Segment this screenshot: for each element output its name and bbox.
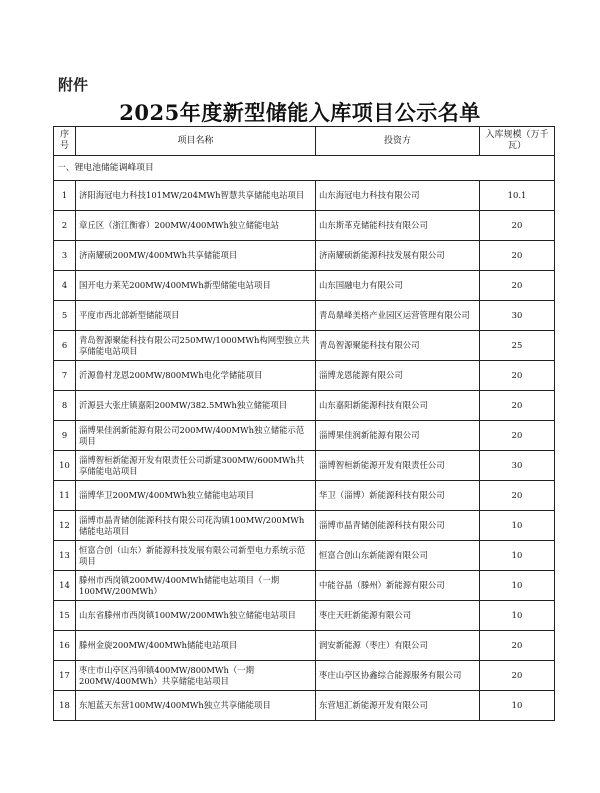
table-row [54,301,555,331]
capacity-value: 20 [480,391,555,421]
category-label: 一、锂电池储能调峰项目 [54,156,555,181]
row-number: 8 [54,391,76,421]
row-number: 11 [54,481,76,511]
investor-name: 山东海冠电力科技有限公司 [316,181,480,211]
row-number: 12 [54,511,76,541]
project-name: 山东省滕州市西岗镇100MW/200MWh独立储能电站项目 [76,601,316,631]
investor-name: 山东国融电力有限公司 [316,271,480,301]
capacity-value: 25 [480,331,555,361]
investor-name: 淄博市晶青储创能源科技有限公司 [316,511,480,541]
table-header-row [54,127,555,156]
investor-name: 青岛智源聚能科技有限公司 [316,331,480,361]
table-row [54,541,555,571]
table-row [54,331,555,361]
investor-name: 青岛鼎峰美格产业园区运营管理有限公司 [316,301,480,331]
table-row [54,631,555,661]
project-name: 淄博果佳润新能源有限公司200MW/400MWh独立储能示范项目 [76,421,316,451]
project-name: 平度市西北部新型储能项目 [76,301,316,331]
investor-name: 淄博智桓新能源开发有限责任公司 [316,451,480,481]
investor-name: 润安新能源（枣庄）有限公司 [316,631,480,661]
investor-name: 济南耀硕新能源科技发展有限公司 [316,241,480,271]
project-name: 枣庄市山亭区冯卯镇400MW/800MWh（一期200MW/400MWh）共享储能电站项目 [76,661,316,691]
table-row [54,361,555,391]
row-number: 2 [54,211,76,241]
investor-name: 淄博果佳润新能源有限公司 [316,421,480,451]
capacity-value: 20 [480,361,555,391]
project-name: 章丘区（浙江衡睿）200MW/400MWh独立储能电站 [76,211,316,241]
capacity-value: 20 [480,631,555,661]
capacity-value: 10 [480,511,555,541]
row-number: 10 [54,451,76,481]
investor-name: 恒富合创山东新能源有限公司 [316,541,480,571]
attachment-label: 附件 [58,76,89,94]
capacity-value: 30 [480,301,555,331]
investor-name: 中能谷晶（滕州）新能源有限公司 [316,571,480,601]
investor-name: 枣庄山亭区协鑫综合能源服务有限公司 [316,661,480,691]
table-row [54,661,555,691]
table-row [54,571,555,601]
row-number: 3 [54,241,76,271]
row-number: 15 [54,601,76,631]
investor-name: 东营旭汇新能源开发有限公司 [316,691,480,721]
row-number: 13 [54,541,76,571]
header-size: 入库规模（万千瓦） [480,127,555,156]
row-number: 14 [54,571,76,601]
capacity-value: 30 [480,451,555,481]
table-row [54,451,555,481]
investor-name: 枣庄天旺新能源有限公司 [316,601,480,631]
investor-name: 淄博龙恩能源有限公司 [316,361,480,391]
project-name: 沂源鲁村龙恩200MW/800MWh电化学储能项目 [76,361,316,391]
project-table [53,126,555,721]
header-investor: 投资方 [316,127,480,156]
project-name: 东旭蓝天东营100MW/400MWh独立共享储能项目 [76,691,316,721]
row-number: 7 [54,361,76,391]
row-number: 5 [54,301,76,331]
row-number: 1 [54,181,76,211]
table-row [54,391,555,421]
project-name: 恒富合创（山东）新能源科技发展有限公司新型电力系统示范项目 [76,541,316,571]
header-name: 项目名称 [76,127,316,156]
table-row [54,211,555,241]
row-number: 9 [54,421,76,451]
table-row [54,421,555,451]
row-number: 4 [54,271,76,301]
table-row [54,691,555,721]
investor-name: 山东斯革克储能科技有限公司 [316,211,480,241]
table-row [54,271,555,301]
row-number: 6 [54,331,76,361]
capacity-value: 20 [480,481,555,511]
project-name: 沂源县大张庄镇嘉阳200MW/382.5MWh独立储能项目 [76,391,316,421]
row-number: 17 [54,661,76,691]
table-row [54,241,555,271]
project-name: 淄博华卫200MW/400MWh独立储能电站项目 [76,481,316,511]
capacity-value: 20 [480,211,555,241]
project-name: 济南耀硕200MW/400MWh共享储能项目 [76,241,316,271]
capacity-value: 10.1 [480,181,555,211]
investor-name: 山东嘉阳新能源科技有限公司 [316,391,480,421]
capacity-value: 10 [480,541,555,571]
project-name: 青岛智源聚能科技有限公司250MW/1000MWh构网型独立共享储能电站项目 [76,331,316,361]
capacity-value: 20 [480,661,555,691]
capacity-value: 10 [480,571,555,601]
row-number: 18 [54,691,76,721]
project-name: 国开电力莱芜200MW/400MWh新型储能电站项目 [76,271,316,301]
category-row [54,156,555,181]
project-name: 滕州金旋200MW/400MWh储能电站项目 [76,631,316,661]
capacity-value: 20 [480,241,555,271]
investor-name: 华卫（淄博）新能源科技有限公司 [316,481,480,511]
capacity-value: 10 [480,691,555,721]
capacity-value: 20 [480,421,555,451]
project-name: 济阳海冠电力科技101MW/204MWh智慧共享储能电站项目 [76,181,316,211]
project-name: 淄博市晶青储创能源科技有限公司花沟镇100MW/200MWh储能电站项目 [76,511,316,541]
capacity-value: 10 [480,601,555,631]
table-row [54,181,555,211]
table-row [54,601,555,631]
table-row [54,511,555,541]
capacity-value: 20 [480,271,555,301]
document-title: 2025年度新型储能入库项目公示名单 [119,100,481,125]
project-name: 滕州市西岗镇200MW/400MWh储能电站项目（一期100MW/200MWh） [76,571,316,601]
header-no: 序号 [54,127,76,156]
project-name: 淄博智桓新能源开发有限责任公司新建300MW/600MWh共享储能电站项目 [76,451,316,481]
table-row [54,481,555,511]
row-number: 16 [54,631,76,661]
